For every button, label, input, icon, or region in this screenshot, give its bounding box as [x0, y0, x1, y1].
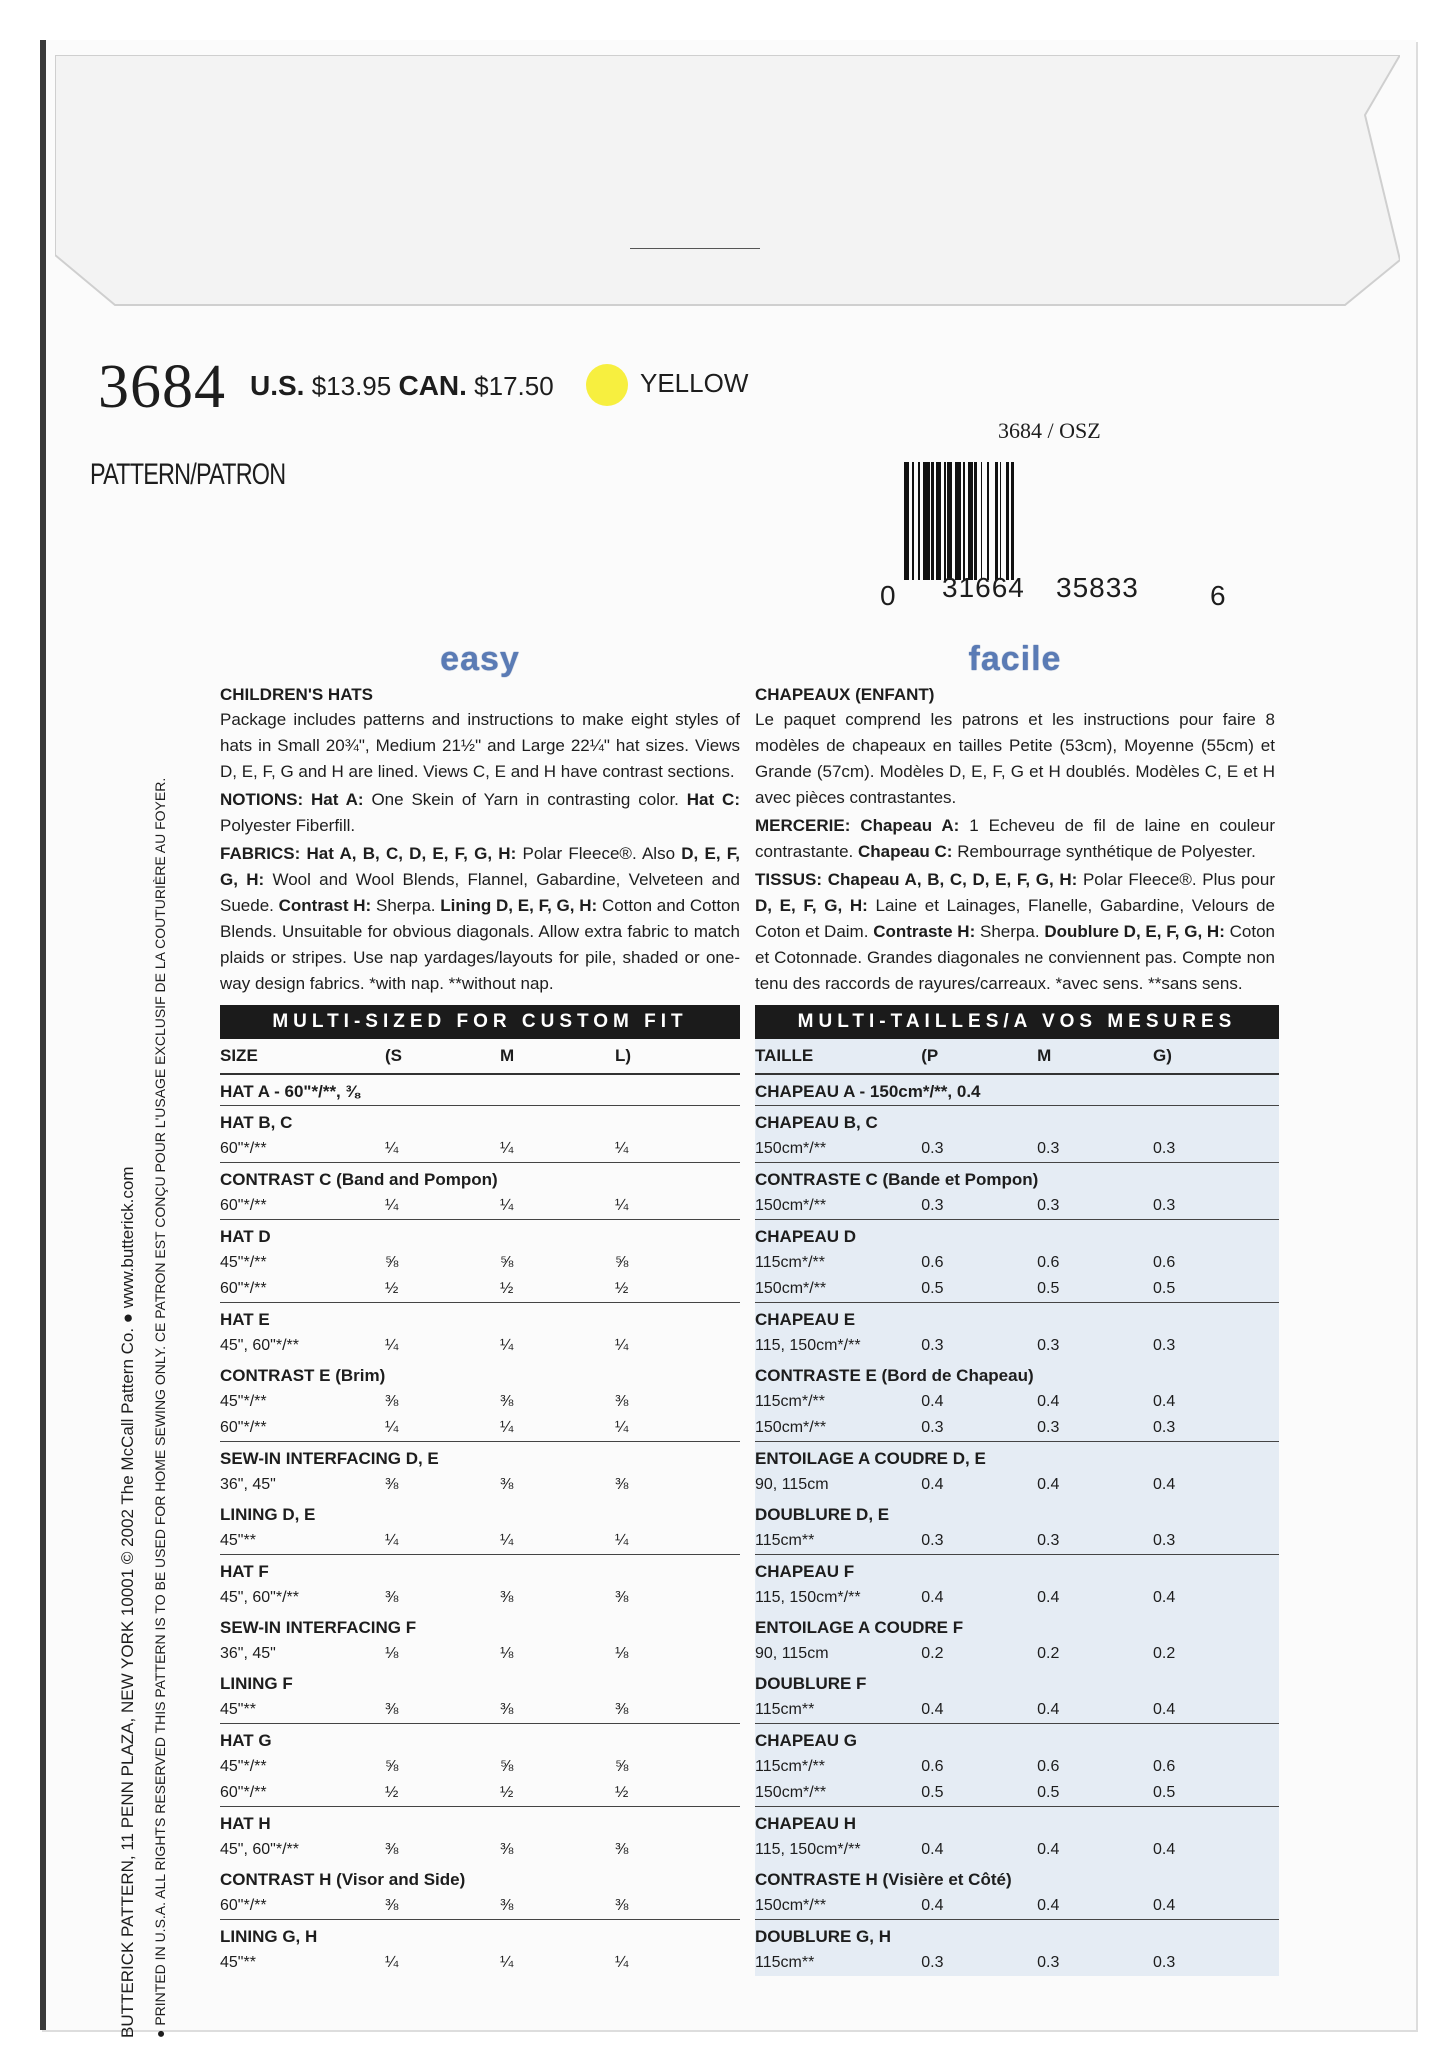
table-section-label: CHAPEAU D	[755, 1220, 1279, 1251]
table-cell: 45"*/**	[220, 1393, 267, 1410]
table-section-label: CHAPEAU G	[755, 1724, 1279, 1755]
table-cell: 0.3	[1153, 1532, 1176, 1549]
table-row	[220, 1136, 740, 1163]
table-row	[220, 1528, 740, 1555]
barcode-group-2: 35833	[1056, 572, 1139, 603]
table-row	[755, 1950, 1279, 1976]
table-cell: 0.4	[921, 1841, 944, 1858]
table-cell: 60"*/**	[220, 1197, 267, 1214]
table-cell: ⅜	[385, 1701, 399, 1718]
table-cell: ⅜	[385, 1841, 399, 1858]
table-cell: 45"*/**	[220, 1254, 267, 1271]
table-cell: ¼	[500, 1337, 514, 1354]
table-section-label: HAT F	[220, 1555, 740, 1586]
table-cell: 0.4	[1037, 1393, 1060, 1410]
table-section-row	[220, 1498, 740, 1528]
table-cell: ¼	[500, 1140, 514, 1157]
table-section-row	[755, 1163, 1279, 1194]
barcode-bar	[1000, 462, 1002, 580]
table-cell: ¼	[385, 1532, 399, 1549]
table-section-row	[220, 1667, 740, 1697]
table-cell: ¼	[500, 1197, 514, 1214]
table-cell: 0.3	[1153, 1419, 1176, 1436]
table-cell: 115cm*/**	[755, 1254, 825, 1271]
table-section-label: CHAPEAU B, C	[755, 1106, 1279, 1137]
table-section-label: CHAPEAU F	[755, 1555, 1279, 1586]
tissus: TISSUS: Chapeau A, B, C, D, E, F, G, H: Polar Fleece®. Plus pour D, E, F, G, H: Laine et Lainages, Flanelle, Gabardine, Velours de Coton et Daim. Contraste H: Sherpa. Doublure D, E, F, G, H: Coton et Cotonnade. Grandes diagonales ne conviennent pas. Compte non tenu des raccords de rayures/carreaux. *avec sens. **sans sens.	[755, 870, 1275, 993]
table-cell: 0.4	[921, 1589, 944, 1606]
table-cell: 150cm*/**	[755, 1419, 827, 1436]
table-section-label: HAT A - 60"*/**, ⅜	[220, 1074, 740, 1106]
table-section-label: HAT G	[220, 1724, 740, 1755]
table-cell: ⅝	[500, 1254, 514, 1271]
table-section-row	[220, 1220, 740, 1251]
table-cell: 45"**	[220, 1954, 256, 1971]
table-section-row	[755, 1555, 1279, 1586]
table-cell: 150cm*/**	[755, 1784, 827, 1801]
barcode-bar	[944, 462, 946, 580]
table-section-row	[220, 1106, 740, 1137]
table-row	[220, 1250, 740, 1276]
table-section-row	[220, 1555, 740, 1586]
table-cell: ¼	[385, 1954, 399, 1971]
table-section-row	[755, 1303, 1279, 1334]
table-cell: 150cm*/**	[755, 1197, 827, 1214]
table-section-label: LINING F	[220, 1674, 293, 1693]
barcode-bar	[912, 462, 914, 580]
table-header-fr: TAILLE (P M G)	[755, 1039, 1279, 1074]
table-section-label: HAT B, C	[220, 1106, 740, 1137]
table-cell: ¼	[385, 1140, 399, 1157]
table-cell: ¼	[500, 1954, 514, 1971]
table-cell: 90, 115cm	[755, 1476, 829, 1493]
table-row	[755, 1780, 1279, 1807]
difficulty-heading: easy	[440, 640, 520, 678]
product-title-fr: CHAPEAUX (ENFANT)	[755, 685, 935, 704]
table-cell: ¼	[615, 1140, 629, 1157]
table-section-label: CONTRASTE H (Visière et Côté)	[755, 1870, 1012, 1889]
size-band-fr: MULTI-TAILLES/A VOS MESURES	[755, 1005, 1279, 1039]
table-cell: ⅝	[500, 1758, 514, 1775]
table-cell: ¼	[385, 1419, 399, 1436]
table-cell: ⅜	[385, 1589, 399, 1606]
table-cell: 0.4	[921, 1393, 944, 1410]
table-cell: ⅜	[500, 1476, 514, 1493]
table-section-label: CHAPEAU H	[755, 1807, 1279, 1838]
table-cell: 0.4	[1153, 1393, 1176, 1410]
table-section-row	[220, 1074, 740, 1106]
table-cell: 0.2	[1037, 1645, 1060, 1662]
table-cell: 0.6	[1037, 1254, 1060, 1271]
table-body-fr	[755, 1074, 1279, 1976]
table-row	[755, 1837, 1279, 1863]
table-cell: 0.2	[921, 1645, 944, 1662]
size-band: MULTI-SIZED FOR CUSTOM FIT	[220, 1005, 740, 1039]
us-price: $13.95	[311, 371, 392, 401]
barcode-bar	[1011, 462, 1014, 580]
table-cell: 0.3	[1037, 1419, 1060, 1436]
table-cell: ⅜	[615, 1589, 629, 1606]
pattern-patron-label: PATTERN/PATRON	[90, 458, 286, 491]
table-section-label: DOUBLURE F	[755, 1674, 867, 1693]
table-cell: 36", 45"	[220, 1645, 276, 1662]
table-body	[220, 1074, 740, 1976]
notions: NOTIONS: Hat A: One Skein of Yarn in contrasting color. Hat C: Polyester Fiberfill.	[220, 790, 740, 835]
table-section-row	[755, 1442, 1279, 1473]
barcode-bar	[936, 462, 941, 580]
table-cell: 0.4	[1037, 1897, 1060, 1914]
table-cell: ½	[500, 1280, 514, 1297]
table-section-label: CONTRAST E (Brim)	[220, 1366, 386, 1385]
barcode	[904, 462, 1194, 580]
table-cell: ⅝	[385, 1254, 399, 1271]
table-section-row	[755, 1863, 1279, 1893]
table-cell: ¼	[615, 1954, 629, 1971]
table-section-label: CONTRAST H (Visor and Side)	[220, 1870, 466, 1889]
can-label: CAN.	[398, 370, 467, 401]
barcode-bar	[923, 462, 929, 580]
table-row	[755, 1136, 1279, 1163]
fold-mark	[630, 248, 760, 249]
table-cell: 0.3	[1153, 1954, 1176, 1971]
table-section-label: LINING D, E	[220, 1505, 316, 1524]
table-section-row	[220, 1807, 740, 1838]
table-section-label: LINING G, H	[220, 1920, 740, 1951]
table-row	[220, 1697, 740, 1724]
barcode-bar	[918, 462, 920, 580]
table-cell: 115cm*/**	[755, 1393, 825, 1410]
description: Package includes patterns and instructions to make eight styles of hats in Small 20¾", Medium 21½" and Large 22¼" hat sizes. Views D, E, F, G and H are lined. Views C, E and H have contrast sections.	[220, 710, 740, 781]
table-cell: ¼	[615, 1419, 629, 1436]
table-cell: ¼	[500, 1532, 514, 1549]
table-section-row	[220, 1303, 740, 1334]
table-cell: 0.4	[921, 1476, 944, 1493]
table-section-row	[755, 1807, 1279, 1838]
table-section-row	[220, 1611, 740, 1641]
table-cell: ½	[615, 1784, 629, 1801]
table-cell: ⅛	[615, 1645, 629, 1662]
barcode-bar	[931, 462, 934, 580]
table-section-label: CHAPEAU A - 150cm*/**, 0.4	[755, 1074, 1279, 1106]
table-section-label: CONTRASTE C (Bande et Pompon)	[755, 1163, 1279, 1194]
table-section-row	[755, 1498, 1279, 1528]
table-cell: ⅛	[385, 1645, 399, 1662]
table-row	[755, 1389, 1279, 1415]
table-cell: 0.3	[921, 1140, 944, 1157]
table-cell: 150cm*/**	[755, 1280, 827, 1297]
table-section-row	[755, 1220, 1279, 1251]
table-cell: 36", 45"	[220, 1476, 276, 1493]
table-header: SIZE (S M L)	[220, 1039, 740, 1074]
table-cell: ⅝	[615, 1758, 629, 1775]
table-row	[755, 1276, 1279, 1303]
table-cell: 115cm**	[755, 1954, 815, 1971]
barcode-bar	[987, 462, 989, 580]
table-cell: 115cm**	[755, 1701, 815, 1718]
table-row	[220, 1893, 740, 1920]
table-row	[755, 1250, 1279, 1276]
table-cell: 90, 115cm	[755, 1645, 829, 1662]
table-section-row	[220, 1163, 740, 1194]
barcode-bar	[955, 462, 961, 580]
table-cell: 0.5	[1153, 1280, 1176, 1297]
table-section-row	[755, 1667, 1279, 1697]
table-cell: ⅝	[385, 1758, 399, 1775]
table-cell: 0.3	[1037, 1140, 1060, 1157]
table-cell: 0.4	[1153, 1841, 1176, 1858]
table-cell: 0.5	[921, 1280, 944, 1297]
table-cell: 115, 150cm*/**	[755, 1337, 861, 1354]
table-row	[220, 1415, 740, 1442]
table-cell: ¼	[615, 1197, 629, 1214]
table-cell: ¼	[615, 1532, 629, 1549]
table-cell: 0.6	[1153, 1254, 1176, 1271]
table-cell: 0.2	[1153, 1645, 1176, 1662]
color-name: YELLOW	[640, 368, 749, 398]
table-cell: 115, 150cm*/**	[755, 1589, 861, 1606]
table-section-label: DOUBLURE D, E	[755, 1505, 890, 1524]
table-cell: 60"*/**	[220, 1280, 267, 1297]
table-cell: 0.3	[921, 1197, 944, 1214]
table-cell: 0.3	[1037, 1197, 1060, 1214]
table-cell: ⅜	[615, 1897, 629, 1914]
table-cell: 60"*/**	[220, 1140, 267, 1157]
description-fr: Le paquet comprend les patrons et les instructions pour faire 8 modèles de chapeaux en tailles Petite (53cm), Moyenne (55cm) et Grande (57cm). Modèles D, E, F, G et H doublés. Modèles C, E et H avec pièces contrastantes.	[755, 710, 1275, 807]
table-cell: ⅝	[615, 1254, 629, 1271]
barcode-bar	[974, 462, 977, 580]
table-cell: 0.6	[921, 1254, 944, 1271]
table-row	[220, 1950, 740, 1976]
mercerie: MERCERIE: Chapeau A: 1 Echeveu de fil de laine en couleur contrastante. Chapeau C: Rembourrage synthétique de Polyester.	[755, 816, 1275, 861]
table-cell: ⅜	[615, 1841, 629, 1858]
table-section-label: HAT D	[220, 1220, 740, 1251]
table-cell: ¼	[615, 1337, 629, 1354]
table-cell: 150cm*/**	[755, 1140, 827, 1157]
table-cell: ⅛	[500, 1645, 514, 1662]
table-cell: 0.3	[921, 1532, 944, 1549]
table-row	[220, 1193, 740, 1220]
pattern-code: 3684 / OSZ	[998, 418, 1101, 443]
table-cell: 0.3	[1037, 1954, 1060, 1971]
table-cell: ⅜	[615, 1393, 629, 1410]
table-row	[755, 1754, 1279, 1780]
barcode-bar	[968, 462, 973, 580]
table-row	[220, 1641, 740, 1667]
table-cell: ½	[500, 1784, 514, 1801]
table-cell: ⅜	[500, 1897, 514, 1914]
table-cell: 60"*/**	[220, 1419, 267, 1436]
table-row	[755, 1893, 1279, 1920]
table-cell: 0.3	[921, 1954, 944, 1971]
table-section-row	[755, 1724, 1279, 1755]
table-row	[755, 1528, 1279, 1555]
table-cell: ⅜	[500, 1393, 514, 1410]
barcode-digit-right: 6	[1210, 580, 1227, 611]
table-cell: 0.3	[921, 1337, 944, 1354]
table-section-row	[755, 1920, 1279, 1951]
table-cell: 0.4	[921, 1701, 944, 1718]
table-cell: 45"**	[220, 1701, 256, 1718]
table-section-label: CONTRASTE E (Bord de Chapeau)	[755, 1366, 1034, 1385]
table-row	[220, 1333, 740, 1359]
table-section-label: CHAPEAU E	[755, 1303, 1279, 1334]
product-title: CHILDREN'S HATS	[220, 685, 373, 704]
barcode-bar	[981, 462, 983, 580]
table-section-label: CONTRAST C (Band and Pompon)	[220, 1163, 740, 1194]
color-dot	[586, 364, 628, 406]
table-cell: 115cm**	[755, 1532, 815, 1549]
table-cell: 0.4	[1037, 1476, 1060, 1493]
table-cell: 0.4	[1153, 1897, 1176, 1914]
table-section-label: ENTOILAGE A COUDRE F	[755, 1618, 964, 1637]
table-cell: 45"**	[220, 1532, 256, 1549]
table-section-row	[220, 1920, 740, 1951]
yardage-table-fr	[755, 1039, 1279, 1976]
french-column	[755, 640, 1275, 1976]
table-section-label: ENTOILAGE A COUDRE D, E	[755, 1442, 1279, 1473]
barcode-bar	[947, 462, 952, 580]
table-section-row	[220, 1359, 740, 1389]
table-cell: 45", 60"*/**	[220, 1589, 299, 1606]
table-section-label: HAT E	[220, 1303, 740, 1334]
table-cell: 0.3	[1037, 1337, 1060, 1354]
table-cell: ½	[615, 1280, 629, 1297]
envelope-flap	[55, 55, 1400, 345]
table-cell: 0.6	[1153, 1758, 1176, 1775]
table-cell: ¼	[385, 1197, 399, 1214]
table-row	[220, 1837, 740, 1863]
table-section-label: DOUBLURE G, H	[755, 1920, 1279, 1951]
table-row	[220, 1389, 740, 1415]
table-section-row	[220, 1442, 740, 1473]
table-row	[755, 1415, 1279, 1442]
table-cell: ¼	[385, 1337, 399, 1354]
table-row	[755, 1697, 1279, 1724]
price-line	[250, 370, 554, 402]
pattern-number: 3684	[98, 353, 226, 421]
table-cell: 115cm*/**	[755, 1758, 825, 1775]
table-cell: 0.3	[1037, 1532, 1060, 1549]
table-row	[755, 1193, 1279, 1220]
table-section-row	[220, 1863, 740, 1893]
table-section-row	[220, 1724, 740, 1755]
table-cell: 45", 60"*/**	[220, 1841, 299, 1858]
table-cell: ⅜	[385, 1476, 399, 1493]
table-cell: 0.3	[921, 1419, 944, 1436]
table-row	[220, 1585, 740, 1611]
barcode-digit-left: 0	[880, 580, 897, 611]
table-section-row	[755, 1106, 1279, 1137]
table-cell: 0.5	[1037, 1280, 1060, 1297]
table-cell: 115, 150cm*/**	[755, 1841, 861, 1858]
us-label: U.S.	[250, 370, 305, 401]
table-cell: 0.4	[1153, 1476, 1176, 1493]
barcode-group-1: 31664	[942, 572, 1025, 603]
table-cell: 150cm*/**	[755, 1897, 827, 1914]
barcode-bar	[1006, 462, 1009, 580]
table-cell: 0.5	[1153, 1784, 1176, 1801]
table-row	[220, 1754, 740, 1780]
table-cell: ⅜	[500, 1589, 514, 1606]
table-cell: ⅜	[385, 1393, 399, 1410]
table-cell: 0.3	[1153, 1337, 1176, 1354]
table-cell: 0.6	[1037, 1758, 1060, 1775]
table-cell: 45", 60"*/**	[220, 1337, 299, 1354]
table-row	[220, 1472, 740, 1498]
table-cell: ⅜	[615, 1476, 629, 1493]
table-row	[755, 1585, 1279, 1611]
yardage-table	[220, 1039, 740, 1976]
barcode-bar	[963, 462, 965, 580]
table-row	[755, 1472, 1279, 1498]
publisher-side-text: BUTTERICK PATTERN, 11 PENN PLAZA, NEW YORK 10001 © 2002 The McCall Pattern Co. ● www.butterick.com	[118, 1166, 137, 2038]
table-cell: 0.4	[1153, 1589, 1176, 1606]
difficulty-heading-fr: facile	[968, 640, 1062, 678]
table-row	[220, 1276, 740, 1303]
table-cell: ⅜	[385, 1897, 399, 1914]
table-cell: 60"*/**	[220, 1784, 267, 1801]
table-row	[755, 1641, 1279, 1667]
table-cell: 45"*/**	[220, 1758, 267, 1775]
table-cell: ½	[385, 1280, 399, 1297]
table-cell: 0.4	[1037, 1701, 1060, 1718]
table-cell: ½	[385, 1784, 399, 1801]
table-cell: 0.4	[1037, 1841, 1060, 1858]
table-cell: 0.3	[1153, 1197, 1176, 1214]
table-cell: 0.3	[1153, 1140, 1176, 1157]
legal-side-text: ● PRINTED IN U.S.A. ALL RIGHTS RESERVED THIS PATTERN IS TO BE USED FOR HOME SEWING ONLY. CE PATRON EST CONÇU POUR L'USAGE EXCLUSIF DE LA COUTURIÈRE AU FOYER.	[152, 777, 168, 2038]
table-cell: 0.4	[1037, 1589, 1060, 1606]
table-section-label: SEW-IN INTERFACING D, E	[220, 1442, 740, 1473]
table-cell: ¼	[500, 1419, 514, 1436]
table-cell: 0.6	[921, 1758, 944, 1775]
table-cell: 0.4	[921, 1897, 944, 1914]
table-cell: ⅜	[500, 1841, 514, 1858]
fabrics: FABRICS: Hat A, B, C, D, E, F, G, H: Polar Fleece®. Also D, E, F, G, H: Wool and Wool Blends, Flannel, Gabardine, Velveteen and Suede. Contrast H: Sherpa. Lining D, E, F, G, H: Cotton and Cotton Blends. Unsuitable for obvious diagonals. Allow extra fabric to match plaids or stripes. Use nap yardages/layouts for pile, shaded or one-way design fabrics. *with nap. **without nap.	[220, 844, 740, 993]
table-cell: 0.4	[1153, 1701, 1176, 1718]
table-row	[755, 1333, 1279, 1359]
table-section-row	[755, 1074, 1279, 1106]
table-section-label: SEW-IN INTERFACING F	[220, 1618, 417, 1637]
table-row	[220, 1780, 740, 1807]
english-column	[220, 640, 740, 1976]
table-cell: 60"*/**	[220, 1897, 267, 1914]
table-cell: ⅜	[500, 1701, 514, 1718]
barcode-bar	[904, 462, 909, 580]
table-section-row	[755, 1359, 1279, 1389]
can-price: $17.50	[474, 371, 554, 401]
table-section-label: HAT H	[220, 1807, 740, 1838]
barcode-bar	[995, 462, 998, 580]
table-cell: 0.5	[1037, 1784, 1060, 1801]
table-section-row	[755, 1611, 1279, 1641]
table-cell: 0.5	[921, 1784, 944, 1801]
table-cell: ⅜	[615, 1701, 629, 1718]
